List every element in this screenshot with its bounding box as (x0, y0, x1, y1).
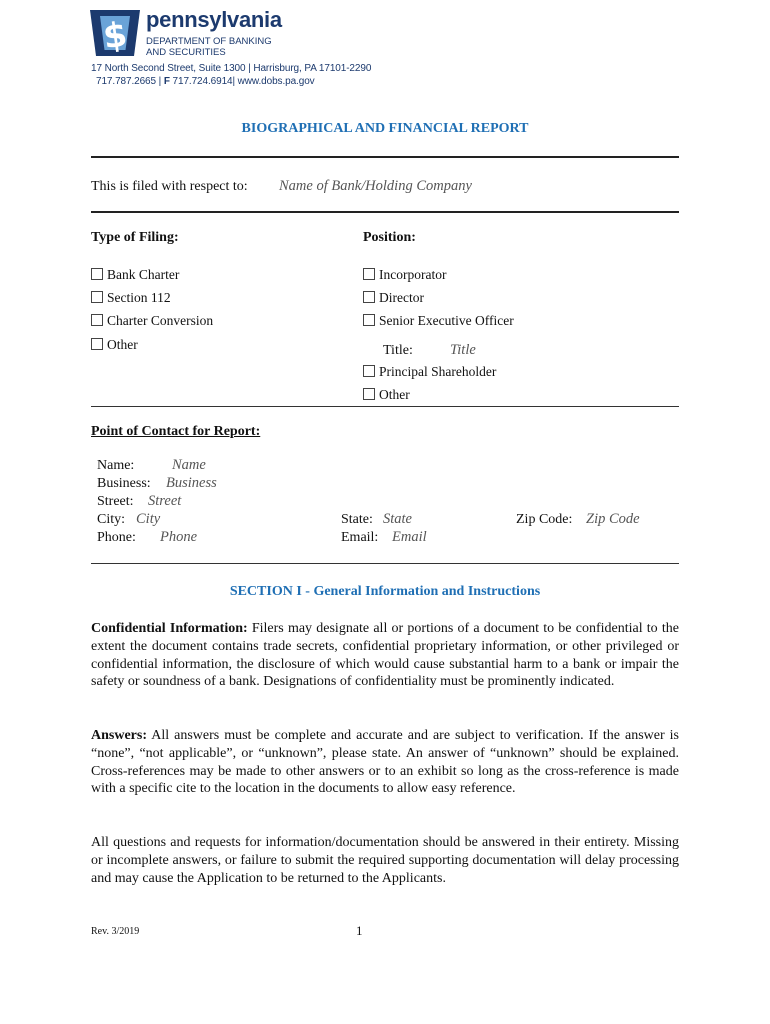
checkbox[interactable] (363, 388, 375, 400)
filing-option-other[interactable] (91, 337, 138, 353)
contact-city-field[interactable]: City (136, 511, 161, 527)
contact-city-label: City: (97, 512, 126, 527)
contact-phone-field[interactable]: Phone (160, 529, 198, 545)
contact-email-label: Email: (341, 530, 379, 545)
revision-date: Rev. 3/2019 (91, 926, 140, 937)
position-heading: Position: (363, 230, 416, 245)
divider (91, 406, 679, 407)
paragraph-lead: Confidential Information: (91, 621, 248, 636)
filing-option-section-112[interactable] (91, 290, 171, 306)
checkbox[interactable] (363, 314, 375, 326)
filing-option-charter-conversion[interactable] (91, 313, 213, 329)
checkbox[interactable] (363, 268, 375, 280)
checkbox[interactable] (363, 365, 375, 377)
option-label: Principal Shareholder (379, 364, 497, 379)
checkbox[interactable] (91, 314, 103, 326)
dept-line-1: DEPARTMENT OF BANKING (146, 36, 272, 47)
answers-paragraph (91, 727, 679, 798)
contact-line (96, 76, 315, 87)
position-option-director[interactable] (363, 290, 424, 306)
paragraph-text: All answers must be complete and accurate and are subject to verification. If the answer is “none”, “not applicable”, or “unknown”, please state. An answer of “unknown” should be explained. Cross-references may be made to other answers or to an exhibit so long as the cross-reference is made with a specific cite to the location in the documents to allow easy reference. (91, 728, 679, 797)
contact-zip-field[interactable]: Zip Code (586, 511, 640, 527)
phone-number: 717.787.2665 | (96, 76, 164, 87)
confidential-info-paragraph (91, 620, 679, 691)
contact-zip-label: Zip Code: (516, 512, 573, 527)
title-field[interactable]: Title (450, 342, 476, 358)
type-of-filing-heading: Type of Filing: (91, 230, 179, 245)
checkbox[interactable] (91, 291, 103, 303)
contact-email-field[interactable]: Email (392, 529, 427, 545)
contact-state-field[interactable]: State (383, 511, 412, 527)
option-label: Other (107, 337, 138, 352)
page-number: 1 (356, 923, 363, 938)
title-label: Title: (383, 343, 413, 358)
section-1-heading: SECTION I - General Information and Instructions (229, 584, 541, 599)
paragraph-lead: Answers: (91, 728, 147, 743)
checkbox[interactable] (91, 338, 103, 350)
filing-option-bank-charter[interactable] (91, 267, 179, 283)
contact-business-field[interactable]: Business (166, 475, 217, 491)
contact-name-label: Name: (97, 458, 135, 473)
contact-business-label: Business: (97, 476, 151, 491)
address-line: 17 North Second Street, Suite 1300 | Harrisburg, PA 17101-2290 (91, 63, 372, 74)
position-option-senior-executive-officer[interactable] (363, 313, 514, 329)
checkbox[interactable] (91, 268, 103, 280)
option-label: Incorporator (379, 267, 447, 282)
divider (91, 156, 679, 158)
position-option-principal-shareholder[interactable] (363, 364, 496, 380)
option-label: Senior Executive Officer (379, 313, 514, 328)
divider (91, 211, 679, 213)
paragraph-text: Filers may designate all or portions of a document to be confidential to the extent the document contains trade secrets, confidential proprietary information, or other privileged or confidential information, the disclosure of which would cause substantial harm to a bank or impair the safety or soundness of a bank. Designations of confidentiality must be prominently indicated. (91, 621, 679, 690)
position-option-incorporator[interactable] (363, 267, 446, 283)
report-title: BIOGRAPHICAL AND FINANCIAL REPORT (241, 121, 529, 136)
completeness-paragraph: All questions and requests for information/documentation should be answered in their entirety. Missing or incomplete answers, or failure to submit the required supporting documentation will delay processing and may cause the Application to be returned to the Applicants. (91, 835, 679, 886)
svg-text:$: $ (100, 14, 130, 58)
fax-label: F (163, 76, 170, 87)
keystone-logo (90, 10, 140, 60)
option-label: Section 112 (107, 290, 171, 305)
contact-street-label: Street: (97, 494, 134, 509)
contact-street-field[interactable]: Street (148, 493, 182, 509)
checkbox[interactable] (363, 291, 375, 303)
contact-phone-label: Phone: (97, 530, 136, 545)
contact-heading: Point of Contact for Report: (91, 424, 261, 439)
divider (91, 563, 679, 564)
dept-line-2: AND SECURITIES (146, 47, 226, 58)
org-name: pennsylvania (146, 7, 282, 32)
filed-with-label: This is filed with respect to: (91, 179, 248, 194)
contact-name-field[interactable]: Name (172, 457, 206, 473)
option-label: Director (379, 290, 424, 305)
position-option-other[interactable] (363, 387, 410, 403)
option-label: Other (379, 387, 410, 402)
contact-state-label: State: (341, 512, 373, 527)
option-label: Charter Conversion (107, 313, 214, 328)
bank-name-field[interactable]: Name of Bank/Holding Company (279, 178, 472, 194)
fax-and-website: 717.724.6914| www.dobs.pa.gov (169, 76, 315, 87)
option-label: Bank Charter (107, 267, 180, 282)
